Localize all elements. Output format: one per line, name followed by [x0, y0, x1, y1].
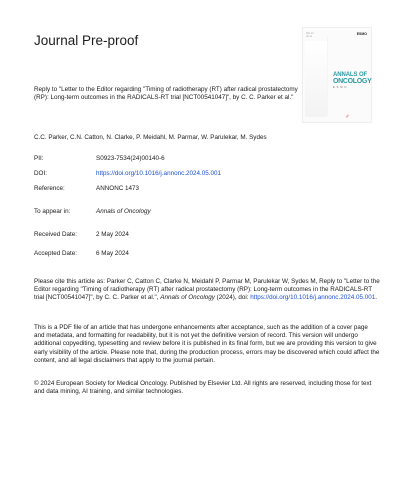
- accepted-date-value: 6 May 2024: [96, 250, 129, 257]
- journal-cover-thumbnail: [302, 27, 372, 123]
- cover-journal-name-line2: ONCOLOGY: [333, 78, 372, 85]
- citation-doi-prefix: (2024), doi:: [214, 294, 251, 302]
- citation-doi-link[interactable]: https://doi.org/10.1016/j.annonc.2024.05.001: [250, 294, 376, 302]
- received-date-label: Received Date:: [34, 231, 78, 238]
- cover-journal-name-line1: ANNALS OF: [333, 72, 368, 78]
- doi-link[interactable]: https://doi.org/10.1016/j.annonc.2024.05.001: [96, 170, 221, 177]
- cover-volume-text: Vol. xx no xx: [306, 32, 314, 38]
- citation-paragraph: [34, 278, 380, 303]
- accepted-date-label: Accepted Date:: [34, 250, 78, 257]
- disclaimer-paragraph: This is a PDF file of an article that has undergone enhancements after acceptance, such as the addition of a cover page and metadata, and formatting for readability, but it is not yet the definitive version of record. This version will undergo additional copyediting, typesetting and review before it is published in its final form, but we are providing this version to give early visibility of the article. Please note that, during the production process, errors may be discovered which could affect the content, and all legal disclaimers that apply to the journal pertain.: [34, 324, 380, 364]
- cover-society-text: E S M O: [333, 86, 347, 89]
- reference-value: ANNONC 1473: [96, 185, 140, 192]
- received-date-value: 2 May 2024: [96, 231, 129, 238]
- cover-publisher-logo: ESMO: [356, 32, 367, 36]
- appear-in-label: To appear in:: [34, 208, 71, 215]
- citation-journal: Annals of Oncology: [160, 294, 215, 302]
- citation-end: .: [375, 294, 377, 302]
- doi-label: DOI:: [34, 170, 47, 177]
- pii-label: PII:: [34, 155, 44, 162]
- copyright-paragraph: © 2024 European Society for Medical Oncology. Published by Elsevier Ltd. All rights are reserved, including those for text and data mining, AI training, and similar technologies.: [34, 380, 372, 396]
- cover-stripe: [305, 41, 327, 117]
- article-title: Reply to "Letter to the Editor regarding "Timing of radiotherapy (RT) after radical prostatectomy (RP): Long-term outcomes in the RADICALS-RT trial [NCT00541047]", by C. C. Parker et al.": [34, 86, 298, 102]
- page-title: Journal Pre-proof: [34, 33, 139, 48]
- pii-value: S0923-7534(24)00140-6: [96, 155, 165, 162]
- cover-symbol-icon: ♂: [345, 114, 350, 120]
- citation-text: Please cite this article as: Parker C, Catton C, Clarke N, Meidahl P, Parmar M, Parulekar W, Sydes M, Reply to "Letter to the Editor regarding "Timing of radiotherapy (RT) after radical prostatectomy (RP): Long-term outcomes in the RADICALS-RT trial [NCT00541047]", by C. C. Parker et al.",: [34, 278, 380, 302]
- article-authors: C.C. Parker, C.N. Catton, N. Clarke, P. Meidahl, M. Parmar, W. Parulekar, M. Sydes: [34, 134, 267, 141]
- appear-in-value: Annals of Oncology: [96, 208, 151, 215]
- cover-divider: [327, 36, 328, 116]
- reference-label: Reference:: [34, 185, 65, 192]
